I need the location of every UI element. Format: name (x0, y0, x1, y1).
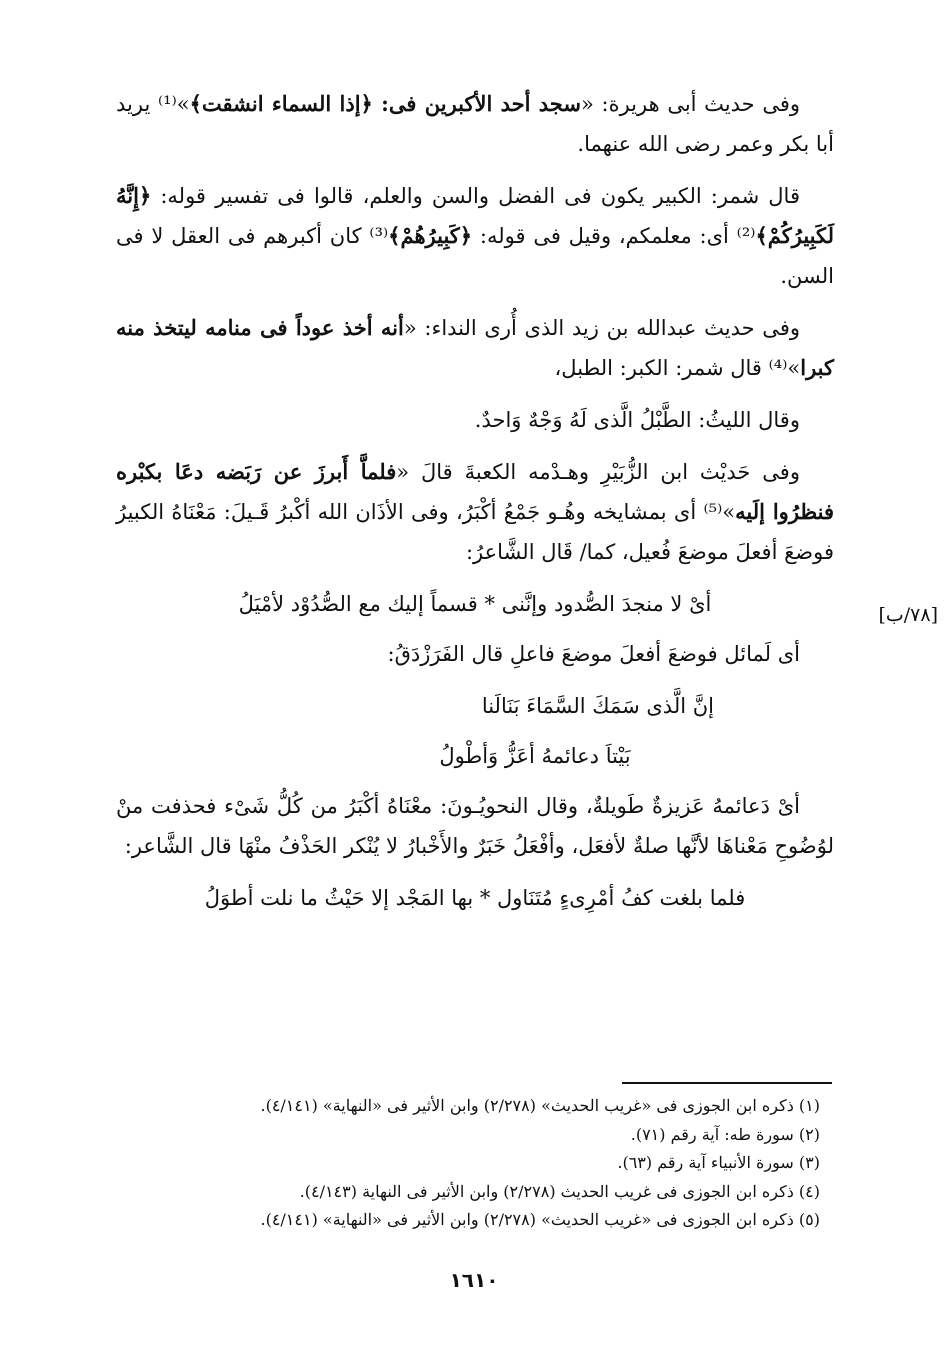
paragraph-ibn-zubayr: وفى حَديْث ابن الزُّبَيْرِ وهـدْمه الكعبةَ قالَ «فلماَّ أَبرزَ عن رَبَضه دعَا بكبْره فنظرُوا إلَيه»⁽⁵⁾ أى بمشايخه وهُـو جَمْعُ أكْبَرُ، وفى الأذَان الله أكْبرُ قَـيلَ: مَعْنَاهُ الكبيرُ فوضعَ أفعلَ موضعَ فُعيل، كما/ قَال الشَّاعرُ: (116, 459, 835, 564)
main-text (116, 84, 834, 928)
quran-quote: ﴿إِنَّهُ لَكَبِيرُكُمْ﴾ (116, 183, 834, 248)
paragraph-abu-hurayra: وفى حديث أبى هريرة: «سجد أحد الأكبرين فى: ﴿إذا السماء انشقت﴾»⁽¹⁾ يريد أبا بكر وعمر رضى الله عنهما. (116, 91, 834, 156)
paragraph-grammarians: أىْ دَعائمهُ عَزيزةٌ طَويلةٌ، وقال النحويُـونَ: معْنَاهُ أكْبَرُ من كُلُّ شَىْء فحذفت منْ لوُضُوحِ مَعْناهَا لأنَّها صلةٌ لأفعَل، وأفْعَلُ خَبَرٌ والأَخْبارُ لا يُنْكر الحَذْفُ منْهَا قال الشَّاعر: (116, 794, 834, 858)
paragraph-layth: وقال الليثُ: الطَّبْلُ الَّذى لَهُ وَجْهٌ وَاحدٌ. (474, 408, 800, 432)
page-number: ١٦١٠ (449, 1268, 499, 1292)
footnote-2: (٢) سورة طه: آية رقم (٧١). (630, 1124, 820, 1144)
footnote-separator (622, 1082, 832, 1084)
paragraph-shamir: قال شمر: الكبير يكون فى الفضل والسن والعلم، قالوا فى تفسير قوله: ﴿إِنَّهُ لَكَبِيرُكُمْ﴾⁽²⁾ أى: معلمكم، وقيل فى قوله: ﴿كَبِيرُهُمْ﴾⁽³⁾ كان أكبرهم فى العقل لا فى السن. (116, 183, 834, 288)
verse-line: أىْ لا منجدَ الصُّدود وإنَّنى * قسماً إليك مع الصُّدُوْد لأمْيَلُ (238, 592, 712, 616)
quoted-hadith: فلماَّ أَبرزَ عن رَبَضه دعَا بكبْره فنظرُوا إلَيه (116, 459, 835, 524)
verse-line: بَيْتاَ دعائمهُ أعَزُّ وَأطْولُ (439, 744, 631, 768)
footnote-3: (٣) سورة الأنبياء آية رقم (٦٣). (617, 1153, 820, 1172)
final-verse: فلما بلغت كفُ أمْرِىءٍ مُتَنَاول * بها المَجْد إلا حَيْثُ ما نلت أطوَلُ (204, 886, 746, 910)
footnote-1: (١) ذكره ابن الجوزى فى «غريب الحديث» (٢/٢٧٨) وابن الأثير فى «النهاية» (٤/١٤١). (260, 1096, 820, 1115)
quoted-hadith: سجد أحد الأكبرين فى: ﴿إذا السماء انشقت﴾ (189, 91, 581, 116)
quran-quote: ﴿كَبِيرُهُمْ﴾ (388, 223, 473, 248)
paragraph-farazdaq-intro: أى لَمائل فوضعَ أفعلَ موضعَ فاعلِ قال الفَرَزْدَقُ: (387, 642, 800, 666)
folio-marker: [٧٨/ب] (878, 604, 938, 626)
paragraph-abdullah-bin-zayd: وفى حديث عبدالله بن زيد الذى أُرى النداء: «أنه أخذ عوداً فى منامه ليتخذ منه كبرا»⁽⁴⁾ قال شمر: الكبر: الطبل، (116, 315, 834, 380)
footnote-4: (٤) ذكره ابن الجوزى فى غريب الحديث (٢/٢٧٨) وابن الأثير فى النهاية (٤/١٤٣). (299, 1181, 820, 1201)
footnote-5: (٥) ذكره ابن الجوزى فى «غريب الحديث» (٢/٢٧٨) وابن الأثير فى «النهاية» (٤/١٤١). (260, 1210, 820, 1229)
footnotes (130, 1092, 820, 1235)
verse-line: إنَّ الَّذى سَمَكَ السَّمَاءَ بَنَالَنا (481, 694, 714, 718)
quoted-hadith: أنه أخذ عوداً فى منامه ليتخذ منه كبرا (116, 315, 834, 380)
